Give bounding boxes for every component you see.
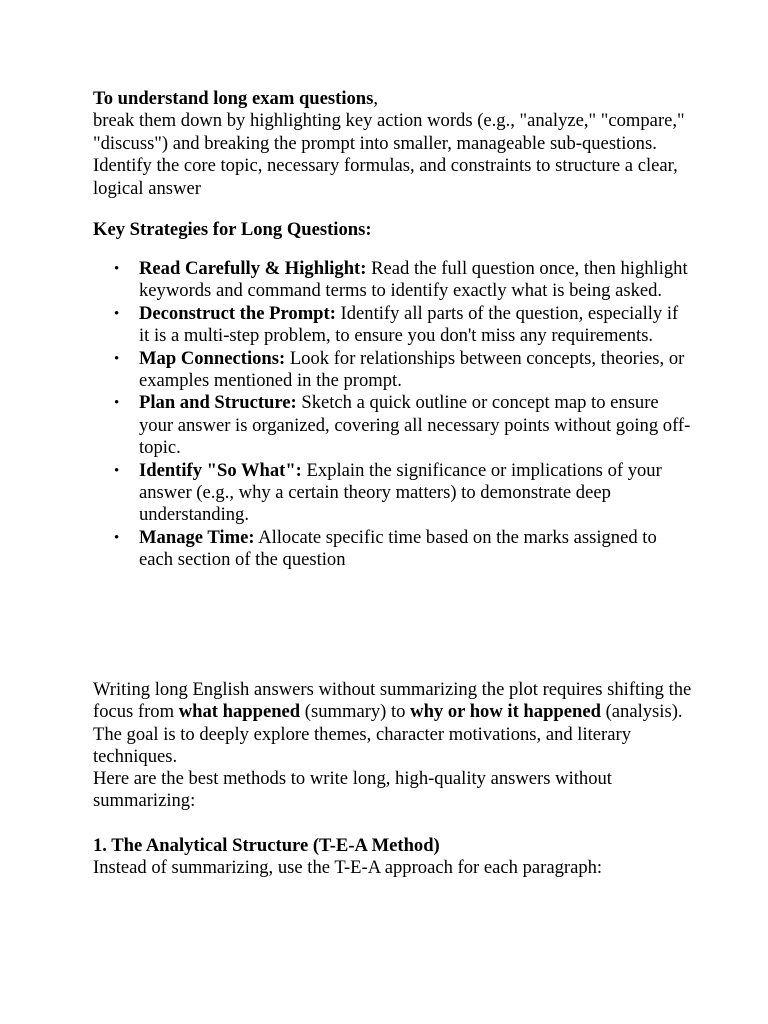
english-paragraph: Writing long English answers without summarizing the plot requires shifting the focus from what happened (summary) to why or how it happened (analysis). The goal is to deeply explore themes, character motivations, and literary techniques.: [93, 679, 692, 768]
list-item: [93, 303, 693, 348]
emphasis-what-happened: what happened: [178, 701, 301, 723]
list-item-label: Identify "So What":: [139, 459, 302, 481]
intro-paragraph: [93, 88, 693, 200]
bullet-icon: •: [114, 305, 120, 322]
list-item: [93, 348, 693, 393]
methods-intro-paragraph: Here are the best methods to write long, high-quality answers without summarizing:: [93, 768, 612, 812]
intro-title: To understand long exam questions: [93, 88, 374, 109]
list-item: [93, 392, 693, 459]
list-item-label: Read Carefully & Highlight:: [139, 258, 367, 279]
strategies-list: [93, 258, 693, 572]
list-item-text: Look for relationships between concepts, theories, or examples mentioned in the prompt.: [139, 347, 685, 392]
strategies-heading: Key Strategies for Long Questions:: [93, 219, 372, 240]
list-item-text: Sketch a quick outline or concept map to ensure your answer is organized, covering all necessary points without going off-topic.: [139, 392, 691, 459]
list-item: [93, 527, 693, 572]
tea-heading: 1. The Analytical Structure (T-E-A Method): [93, 835, 440, 856]
list-item-text: Read the full question once, then highlight keywords and command terms to identify exactly what is being asked.: [139, 258, 688, 302]
list-item-label: Plan and Structure:: [139, 392, 297, 414]
emphasis-why-how: why or how it happened: [410, 701, 601, 723]
bullet-icon: •: [114, 350, 120, 367]
list-item-label: Deconstruct the Prompt:: [139, 302, 336, 324]
list-item-label: Map Connections:: [139, 347, 286, 369]
list-item-text: Identify all parts of the question, especially if it is a multi-step problem, to ensure you don't miss any requirements.: [139, 302, 679, 347]
bullet-icon: •: [114, 261, 120, 277]
list-item-text: Allocate specific time based on the marks assigned to each section of the question: [139, 526, 657, 571]
list-item: [93, 258, 693, 303]
bullet-icon: •: [114, 395, 120, 412]
list-item-text: Explain the significance or implications of your answer (e.g., why a certain theory matters) to demonstrate deep understanding.: [139, 459, 662, 526]
bullet-icon: •: [114, 529, 120, 546]
intro-title-comma: ,: [373, 88, 379, 109]
list-item-label: Manage Time:: [139, 526, 255, 548]
tea-paragraph: Instead of summarizing, use the T-E-A approach for each paragraph:: [93, 857, 603, 878]
intro-body: break them down by highlighting key action words (e.g., "analyze," "compare," "discuss") and breaking the prompt into smaller, manageable sub-questions. Identify the core topic, necessary formulas, and constraints to structure a clear, logical answer: [93, 110, 685, 199]
bullet-icon: •: [114, 462, 120, 479]
list-item: [93, 460, 693, 527]
